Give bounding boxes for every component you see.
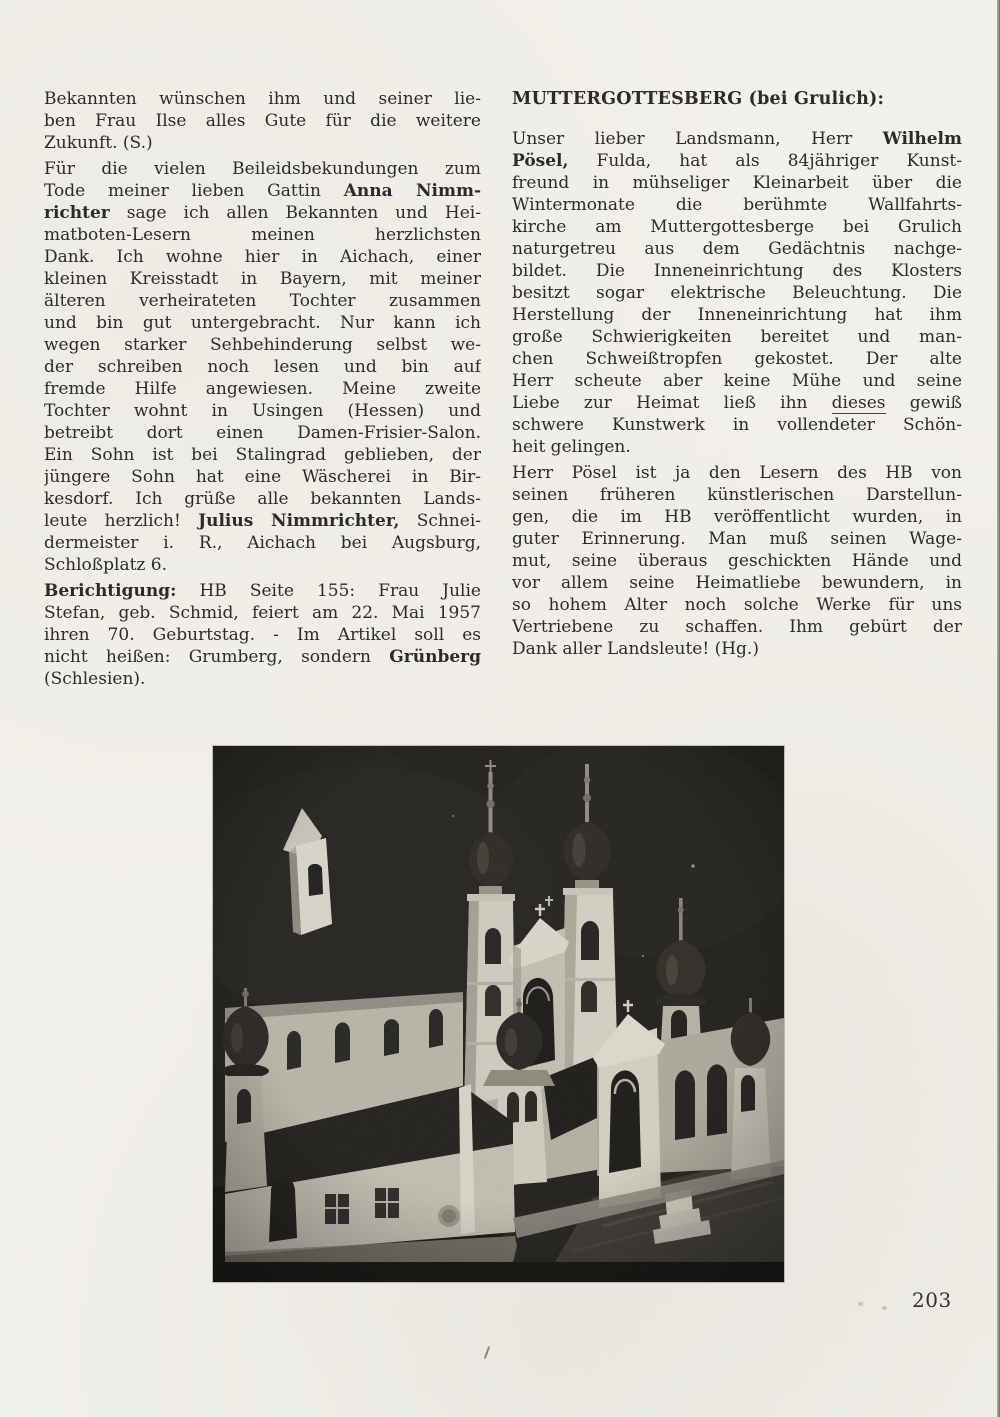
text-line: der schreiben noch lesen und bin auf xyxy=(44,357,481,377)
text-line: Bekannten wünschen ihm und seiner lie- xyxy=(44,89,481,109)
text-line: wegen starker Sehbehinderung selbst we- xyxy=(44,335,481,355)
scan-speck xyxy=(882,1306,887,1310)
text-line: Dank aller Landsleute! (Hg.) xyxy=(512,639,759,659)
text-line: bildet. Die Inneneinrichtung des Klosters xyxy=(512,261,962,281)
text-line: ben Frau Ilse alles Gute für die weitere xyxy=(44,111,481,131)
text-line: richter sage ich allen Bekannten und Hei- xyxy=(44,203,481,223)
text-line: Berichtigung: HB Seite 155: Frau Julie xyxy=(44,581,481,601)
text-line: chen Schweißtropfen gekostet. Der alte xyxy=(512,349,962,369)
text-line: so hohem Alter noch solche Werke für uns xyxy=(512,595,962,615)
text-line: guter Erinnerung. Man muß seinen Wage- xyxy=(512,529,962,549)
paragraph xyxy=(512,462,962,660)
text-line: Pösel, Fulda, hat als 84jähriger Kunst- xyxy=(512,151,962,171)
section-heading: MUTTERGOTTESBERG (bei Grulich): xyxy=(512,89,885,109)
text-line: Wintermonate die berühmte Wallfahrts- xyxy=(512,195,962,215)
paragraph-correction xyxy=(44,580,481,690)
text-line: vor allem seine Heimatliebe bewundern, in xyxy=(512,573,962,593)
text-line: Dank. Ich wohne hier in Aichach, einer xyxy=(44,247,481,267)
text-line: dermeister i. R., Aichach bei Augsburg, xyxy=(44,533,481,553)
text-line: Schloßplatz 6. xyxy=(44,555,168,575)
paragraph xyxy=(44,88,481,154)
text-line: matboten-Lesern meinen herzlichsten xyxy=(44,225,481,245)
text-line: nicht heißen: Grumberg, sondern Grünberg xyxy=(44,647,481,667)
text-line: (Schlesien). xyxy=(44,669,146,689)
text-line: und bin gut untergebracht. Nur kann ich xyxy=(44,313,481,333)
church-model-photo xyxy=(213,746,784,1282)
text-line: älteren verheirateten Tochter zusammen xyxy=(44,291,481,311)
church-model-photo-graphic xyxy=(213,746,784,1282)
paragraph xyxy=(44,158,481,576)
text-line: Ein Sohn ist bei Stalingrad geblieben, der xyxy=(44,445,481,465)
page-number: 203 xyxy=(912,1288,952,1312)
text-line: Herr Pösel ist ja den Lesern des HB von xyxy=(512,463,962,483)
text-line: große Schwierigkeiten bereitet und man- xyxy=(512,327,962,347)
text-line: fremde Hilfe angewiesen. Meine zweite xyxy=(44,379,481,399)
text-line: schwere Kunstwerk in vollendeter Schön- xyxy=(512,415,962,435)
text-line: jüngere Sohn hat eine Wäscherei in Bir- xyxy=(44,467,481,487)
scan-speck xyxy=(858,1302,863,1306)
text-line: besitzt sogar elektrische Beleuchtung. Die xyxy=(512,283,962,303)
text-line: Zukunft. (S.) xyxy=(44,133,153,153)
text-line: Tochter wohnt in Usingen (Hessen) und xyxy=(44,401,481,421)
text-line: heit gelingen. xyxy=(512,437,631,457)
text-line: Tode meiner lieben Gattin Anna Nimm- xyxy=(44,181,481,201)
text-line: mut, seine überaus geschickten Hände und xyxy=(512,551,962,571)
text-line: ihren 70. Geburtstag. - Im Artikel soll es xyxy=(44,625,481,645)
text-line: Für die vielen Beileidsbekundungen zum xyxy=(44,159,481,179)
text-line: seinen früheren künstlerischen Darstellun- xyxy=(512,485,962,505)
text-line: Herstellung der Inneneinrichtung hat ihm xyxy=(512,305,962,325)
right-column xyxy=(512,88,962,664)
text-line: Stefan, geb. Schmid, feiert am 22. Mai 1957 xyxy=(44,603,481,623)
text-line: freund in mühseliger Kleinarbeit über die xyxy=(512,173,962,193)
text-line: betreibt dort einen Damen-Frisier-Salon. xyxy=(44,423,481,443)
text-line: leute herzlich! Julius Nimmrichter, Schnei- xyxy=(44,511,481,531)
text-line: Unser lieber Landsmann, Herr Wilhelm xyxy=(512,129,962,149)
text-line: Herr scheute aber keine Mühe und seine xyxy=(512,371,962,391)
text-line: gen, die im HB veröffentlicht wurden, in xyxy=(512,507,962,527)
paragraph xyxy=(512,128,962,458)
text-line: naturgetreu aus dem Gedächtnis nachge- xyxy=(512,239,962,259)
text-line: kirche am Muttergottesberge bei Grulich xyxy=(512,217,962,237)
left-column xyxy=(44,88,481,694)
text-line: Vertriebene zu schaffen. Ihm gebürt der xyxy=(512,617,962,637)
text-line: kesdorf. Ich grüße alle bekannten Lands- xyxy=(44,489,481,509)
text-line: Liebe zur Heimat ließ ihn dieses gewiß xyxy=(512,393,962,413)
scan-artifact-mark xyxy=(484,1346,490,1359)
text-line: kleinen Kreisstadt in Bayern, mit meiner xyxy=(44,269,481,289)
